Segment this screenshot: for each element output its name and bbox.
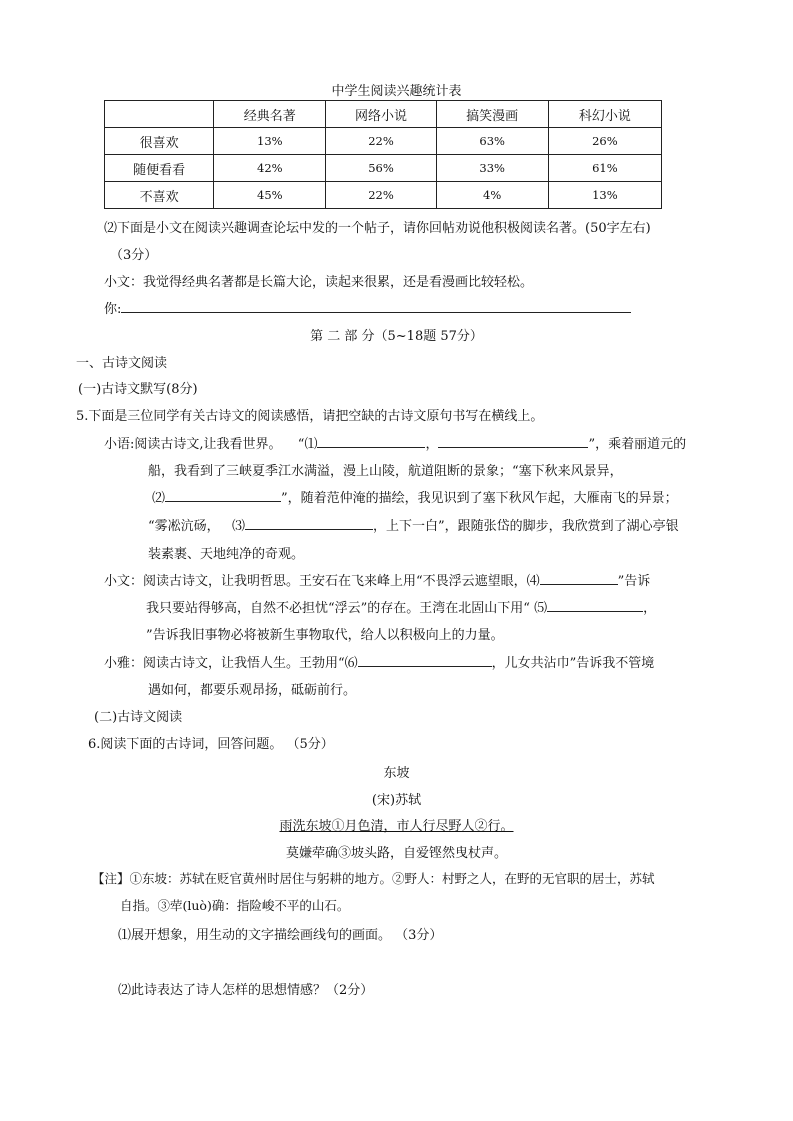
text: “雾凇沆砀， — [148, 519, 220, 534]
blank-3[interactable] — [245, 515, 373, 530]
text: ，儿女共沾巾”告诉我不管境 — [491, 656, 655, 671]
poem-line-2: 莫嫌荦确③坡头路，自爱铿然曳杖声。 — [285, 846, 507, 861]
table-cell: 45% — [214, 182, 326, 209]
xiaowen-line-2 — [146, 597, 656, 616]
poem-line-1 — [0, 815, 793, 834]
table-row — [105, 182, 662, 209]
subquestion-1: ⑴展开想象，用生动的文字描绘画线句的画面。 （3分） — [118, 928, 443, 943]
table-cell: 4% — [436, 182, 548, 209]
table-title: 中学生阅读兴趣统计表 — [331, 84, 462, 99]
poem-title: 东坡 — [383, 766, 410, 781]
table-cell: 26% — [548, 128, 661, 155]
reply-blank[interactable] — [121, 298, 631, 313]
table-header-cell: 网络小说 — [326, 101, 436, 128]
table-cell: 13% — [214, 128, 326, 155]
table-row — [105, 155, 662, 182]
text: 小语:阅读古诗文,让我看世界。 — [104, 437, 282, 452]
text: ”，乘着丽道元的 — [588, 437, 687, 452]
table-cell: 61% — [548, 155, 661, 182]
blank-5[interactable] — [547, 597, 643, 612]
text: 小文：阅读古诗文，让我明哲思。王安石在飞来峰上用“不畏浮云遮望眼，⑷ — [104, 574, 540, 589]
xiaoya-line-2: 遇如何，都要乐观昂扬，砥砺前行。 — [148, 683, 357, 698]
blank-1a[interactable] — [317, 433, 425, 448]
xiaoyu-line-1 — [104, 433, 686, 452]
part-title: 第 二 部 分（5~18题 57分） — [310, 329, 483, 344]
row-label: 随便看看 — [105, 155, 214, 182]
underlined-line: 雨洗东坡①月色清，市人行尽野人②行。 — [279, 819, 514, 834]
table-cell: 33% — [436, 155, 548, 182]
blank-1b[interactable] — [438, 433, 588, 448]
table-cell: 56% — [326, 155, 436, 182]
table-cell: 42% — [214, 155, 326, 182]
q2-score: （3分） — [110, 248, 158, 263]
table-cell: 63% — [436, 128, 548, 155]
subsection-heading: (二)古诗文阅读 — [94, 710, 183, 725]
table-header-cell: 搞笑漫画 — [436, 101, 548, 128]
q2-post: 小文：我觉得经典名著都是长篇大论，读起来很累，还是看漫画比较轻松。 — [104, 275, 534, 290]
table-header-cell: 经典名著 — [214, 101, 326, 128]
section-heading: 一、古诗文阅读 — [76, 356, 168, 371]
reading-interest-table — [104, 100, 662, 209]
text: 我只要站得够高，自然不必担忧“浮云”的存在。王湾在北固山下用“ ⑸ — [146, 601, 548, 616]
blank-2[interactable] — [165, 487, 281, 502]
text: “⑴ — [297, 437, 318, 452]
table-header-row — [105, 101, 662, 128]
row-label: 很喜欢 — [105, 128, 214, 155]
xiaoyu-line-4 — [148, 515, 679, 534]
blank-6[interactable] — [358, 652, 492, 667]
notes-line-2: 自指。③荦(luò)确：指险峻不平的山石。 — [120, 898, 350, 913]
table-row — [105, 128, 662, 155]
poem-author: (宋)苏轼 — [371, 793, 422, 808]
text: ，上下一白”，跟随张岱的脚步，我欣赏到了湖心亭银 — [372, 519, 679, 534]
xiaoyu-line-5: 装素裹、天地纯净的奇观。 — [148, 547, 305, 562]
xiaoya-line-1 — [104, 652, 654, 671]
table-header-cell — [105, 101, 214, 128]
text: 小雅：阅读古诗文，让我悟人生。王勃用“⑹ — [104, 656, 358, 671]
q2-prompt: ⑵下面是小文在阅读兴趣调查论坛中发的一个帖子，请你回帖劝说他积极阅读名著。(50字左右) — [104, 221, 651, 236]
xiaoyu-line-2: 船，我看到了三峡夏季江水满溢，漫上山陵，航道阻断的景象；“塞下秋来风景异， — [148, 464, 623, 479]
notes-line-1: 【注】①东坡：苏轼在贬官黄州时居住与躬耕的地方。②野人：村野之人，在野的无官职的居士，苏轼 — [92, 871, 655, 886]
text: ”告诉 — [617, 574, 651, 589]
table-cell: 22% — [326, 128, 436, 155]
xiaowen-line-1 — [104, 570, 650, 589]
blank-4[interactable] — [540, 570, 618, 585]
subsection-heading: (一)古诗文默写(8分) — [78, 382, 198, 397]
q6-prompt: 6.阅读下面的古诗词，回答问题。 （5分） — [88, 737, 334, 752]
table-cell: 13% — [548, 182, 661, 209]
text: ， — [643, 601, 657, 616]
text: ”，随着范仲淹的描绘，我见识到了塞下秋风乍起，大雁南飞的异景； — [281, 491, 678, 506]
reply-label: 你: — [104, 302, 122, 317]
row-label: 不喜欢 — [105, 182, 214, 209]
q2-reply-line — [104, 298, 631, 317]
text: ⑵ — [152, 491, 166, 506]
xiaoyu-line-3 — [152, 487, 678, 506]
text: ⑶ — [231, 519, 245, 534]
text: ， — [425, 437, 439, 452]
xiaowen-line-3: ”告诉我旧事物必将被新生事物取代，给人以积极向上的力量。 — [146, 628, 504, 643]
q5-prompt: 5.下面是三位同学有关古诗文的阅读感悟，请把空缺的古诗文原句书写在横线上。 — [76, 409, 544, 424]
subquestion-2: ⑵此诗表达了诗人怎样的思想情感？（2分） — [118, 983, 374, 998]
table-header-cell: 科幻小说 — [548, 101, 661, 128]
table-cell: 22% — [326, 182, 436, 209]
